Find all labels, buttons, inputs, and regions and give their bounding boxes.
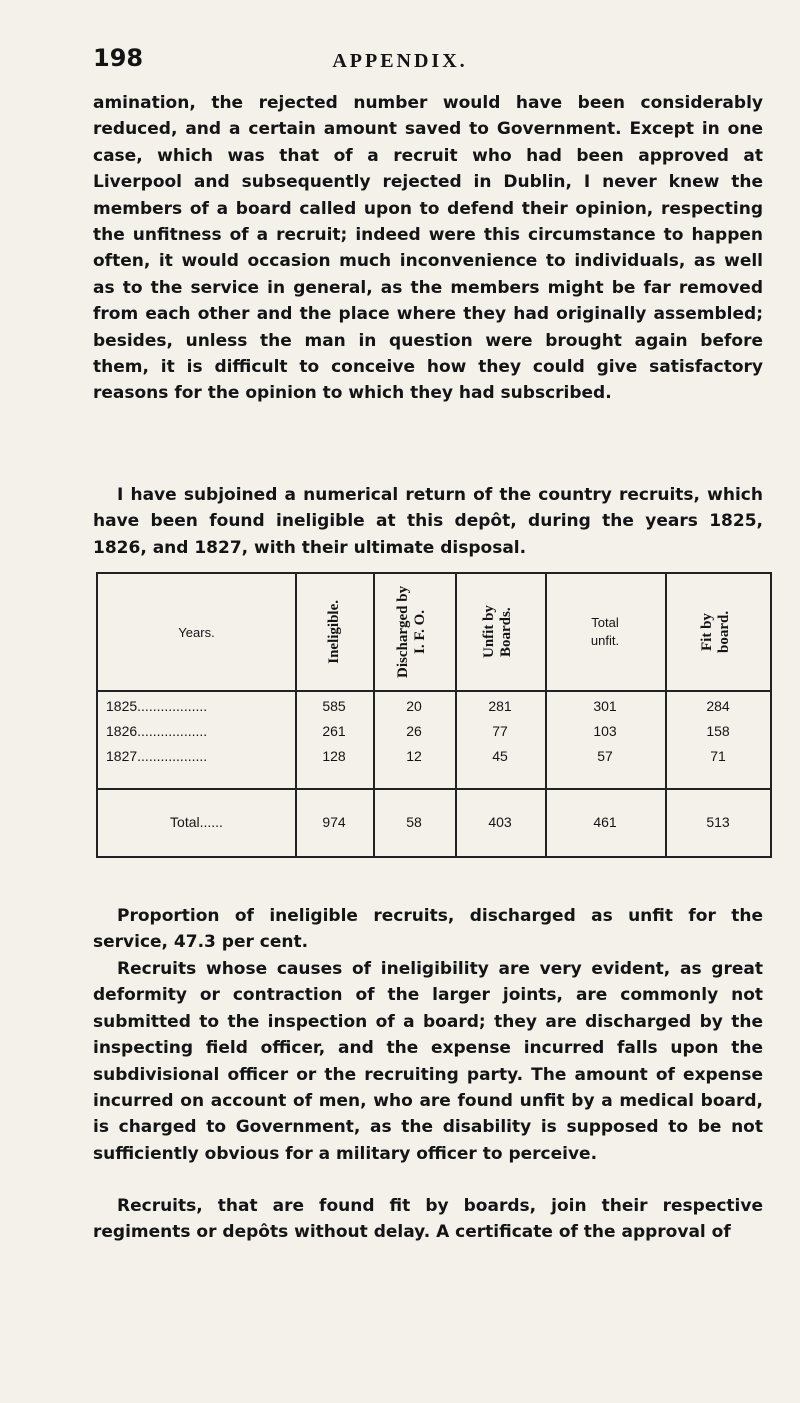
- row-cell: 26: [406, 723, 422, 739]
- row-cell: 585: [322, 698, 346, 714]
- header-ineligible: Ineligible.: [325, 600, 342, 664]
- header-fit-by-board: Fit by board.: [699, 610, 732, 654]
- row-cell: 284: [706, 698, 730, 714]
- row-cell: 20: [406, 698, 422, 714]
- page-number: 198: [93, 44, 144, 72]
- row-cell: 281: [488, 698, 512, 714]
- total-cell: 403: [488, 814, 512, 830]
- header-unfit-by-boards: Unfit by Boards.: [481, 605, 514, 659]
- row-cell: 103: [593, 723, 617, 739]
- header-discharged: Discharged by I. F. O.: [395, 585, 428, 679]
- paragraph-5: Recruits, that are found fit by boards, join their respective regiments or depôts without delay. A certificate of the approval of: [93, 1196, 763, 1243]
- total-cell: 461: [593, 814, 617, 830]
- total-rule: [98, 788, 770, 790]
- row-cell: 158: [706, 723, 730, 739]
- paragraph-4: Recruits whose causes of ineligibility are very evident, as great deformity or contraction of the larger joints, are commonly not submitted to the inspection of a board; they are discharged by the inspecting field officer, and the expense incurred falls upon the subdivisional officer or the recruiting party. The amount of expense incurred on account of men, who are found unfit by a medical board, is charged to Government, as the disability is supposed to be not sufficiently obvious for a military officer to perceive.: [93, 959, 763, 1164]
- header-total-unfit: Total unfit.: [590, 615, 620, 648]
- total-label: Total......: [170, 814, 223, 830]
- row-year: 1825..................: [106, 698, 208, 714]
- total-cell: 974: [322, 814, 346, 830]
- row-cell: 261: [322, 723, 346, 739]
- row-cell: 77: [492, 723, 508, 739]
- row-cell: 71: [710, 748, 726, 764]
- header-years: Years.: [178, 624, 215, 640]
- paragraph-1: amination, the rejected number would have been considerably reduced, and a certain amount saved to Government. Except in one case, which was that of a recruit who had been approved at Liverpool and subsequently rejected in Dublin, I never knew the members of a board called upon to defend their opinion, respecting the unfitness of a recruit; indeed were this circumstance to happen often, it would occasion much inconvenience to individuals, as well as to the service in general, as the members might be far removed from each other and the place where they had originally assembled; besides, unless the man in question were brought again before them, it is difficult to conceive how they could give satisfactory reasons for the opinion to which they had subscribed.: [93, 93, 763, 404]
- row-year: 1827..................: [106, 748, 208, 764]
- running-head: APPENDIX.: [332, 50, 468, 72]
- header-rule: [98, 690, 770, 692]
- row-cell: 45: [492, 748, 508, 764]
- paragraph-3: Proportion of ineligible recruits, discharged as unfit for the service, 47.3 per cent.: [93, 906, 763, 953]
- row-cell: 301: [593, 698, 617, 714]
- paragraph-2: I have subjoined a numerical return of the country recruits, which have been found ineligible at this depôt, during the years 1825, 1826, and 1827, with their ultimate disposal.: [93, 485, 763, 558]
- row-year: 1826..................: [106, 723, 208, 739]
- return-table: [96, 572, 772, 858]
- total-cell: 58: [406, 814, 422, 830]
- row-cell: 57: [597, 748, 613, 764]
- total-cell: 513: [706, 814, 730, 830]
- row-cell: 128: [322, 748, 346, 764]
- row-cell: 12: [406, 748, 422, 764]
